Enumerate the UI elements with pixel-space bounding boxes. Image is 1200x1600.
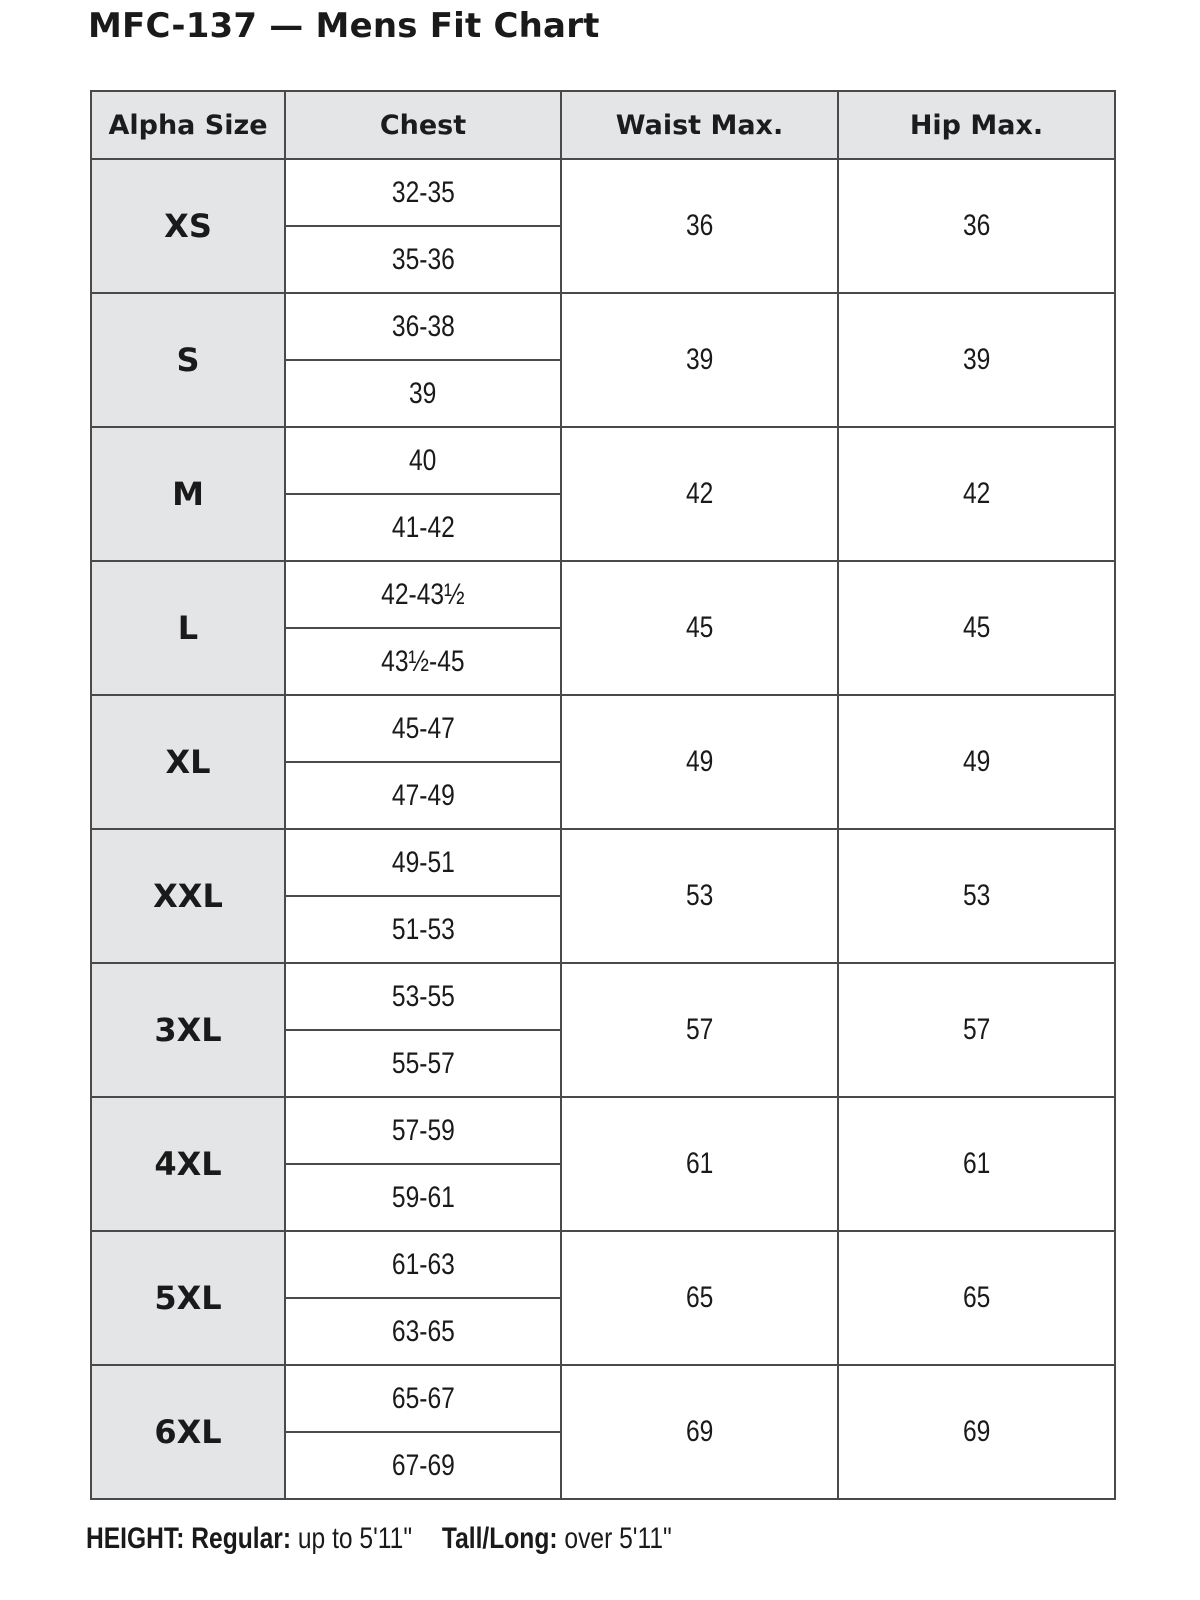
waist-max-value: 36 xyxy=(685,209,714,242)
hip-max-value: 36 xyxy=(962,209,991,242)
table-row xyxy=(91,561,1115,628)
hip-max-value: 57 xyxy=(962,1013,991,1046)
waist-max-cell xyxy=(561,829,838,963)
table-row xyxy=(91,1231,1115,1298)
hip-max-value: 45 xyxy=(962,611,991,644)
waist-max-cell xyxy=(561,1365,838,1499)
table-row xyxy=(91,1097,1115,1164)
size-rows xyxy=(91,159,1115,1499)
chest-cell xyxy=(285,159,561,226)
chest-cell xyxy=(285,829,561,896)
chest-value: 32-35 xyxy=(391,175,455,209)
waist-max-cell xyxy=(561,293,838,427)
alpha-size-cell: XL xyxy=(91,695,285,829)
waist-max-value: 42 xyxy=(685,477,714,510)
hip-max-value: 61 xyxy=(962,1147,991,1180)
chest-cell xyxy=(285,1097,561,1164)
hip-max-cell xyxy=(838,159,1115,293)
hip-max-cell xyxy=(838,293,1115,427)
waist-max-cell xyxy=(561,963,838,1097)
chest-value: 61-63 xyxy=(391,1247,455,1281)
hip-max-value: 39 xyxy=(962,343,991,376)
chest-value: 65-67 xyxy=(391,1381,455,1415)
waist-max-value: 49 xyxy=(685,745,714,778)
chest-cell xyxy=(285,427,561,494)
waist-max-value: 69 xyxy=(685,1415,714,1448)
table-row xyxy=(91,963,1115,1030)
table-row xyxy=(91,159,1115,226)
waist-max-cell xyxy=(561,1231,838,1365)
tall-label: Tall/Long: xyxy=(441,1522,558,1555)
hip-max-cell xyxy=(838,1231,1115,1365)
hip-max-cell xyxy=(838,1097,1115,1231)
page-title: MFC-137 — Mens Fit Chart xyxy=(88,6,600,46)
chest-value: 59-61 xyxy=(391,1180,455,1214)
chest-cell xyxy=(285,1164,561,1231)
waist-max-cell xyxy=(561,561,838,695)
regular-label: Regular: xyxy=(191,1522,292,1555)
chest-cell xyxy=(285,896,561,963)
table-row xyxy=(91,695,1115,762)
chest-value: 40 xyxy=(409,443,437,477)
hip-max-value: 65 xyxy=(962,1281,991,1314)
alpha-size-cell: 6XL xyxy=(91,1365,285,1499)
alpha-size-cell: L xyxy=(91,561,285,695)
waist-max-cell xyxy=(561,1097,838,1231)
chest-value: 41-42 xyxy=(391,510,455,544)
height-note xyxy=(86,1522,672,1556)
chest-cell xyxy=(285,561,561,628)
chest-cell xyxy=(285,1298,561,1365)
chest-value: 55-57 xyxy=(391,1046,455,1080)
waist-max-value: 53 xyxy=(685,879,714,912)
hip-max-cell xyxy=(838,427,1115,561)
alpha-size-cell: 5XL xyxy=(91,1231,285,1365)
chest-value: 57-59 xyxy=(391,1113,455,1147)
table-row xyxy=(91,829,1115,896)
chest-cell xyxy=(285,628,561,695)
chest-cell xyxy=(285,762,561,829)
chest-cell xyxy=(285,360,561,427)
chest-value: 39 xyxy=(409,376,437,410)
waist-max-cell xyxy=(561,695,838,829)
chest-cell xyxy=(285,1030,561,1097)
waist-max-value: 61 xyxy=(685,1147,714,1180)
regular-value: up to 5'11" xyxy=(297,1522,413,1555)
hip-max-value: 69 xyxy=(962,1415,991,1448)
chest-value: 67-69 xyxy=(391,1448,455,1482)
chest-value: 47-49 xyxy=(391,778,455,812)
chest-cell xyxy=(285,1432,561,1499)
chest-value: 43½-45 xyxy=(381,644,465,678)
table-row xyxy=(91,427,1115,494)
header-hip-max: Hip Max. xyxy=(838,91,1115,159)
waist-max-value: 39 xyxy=(685,343,714,376)
tall-value: over 5'11" xyxy=(564,1522,672,1555)
table-row xyxy=(91,293,1115,360)
alpha-size-cell: S xyxy=(91,293,285,427)
size-chart-table xyxy=(90,90,1116,1500)
chest-cell xyxy=(285,1231,561,1298)
hip-max-value: 49 xyxy=(962,745,991,778)
height-label: HEIGHT: xyxy=(86,1522,185,1555)
chest-cell xyxy=(285,1365,561,1432)
header-chest: Chest xyxy=(285,91,561,159)
alpha-size-cell: M xyxy=(91,427,285,561)
chest-value: 35-36 xyxy=(391,242,455,276)
hip-max-cell xyxy=(838,963,1115,1097)
hip-max-value: 53 xyxy=(962,879,991,912)
alpha-size-cell: XXL xyxy=(91,829,285,963)
chest-value: 53-55 xyxy=(391,979,455,1013)
waist-max-value: 45 xyxy=(685,611,714,644)
waist-max-cell xyxy=(561,159,838,293)
header-alpha-size: Alpha Size xyxy=(91,91,285,159)
chest-cell xyxy=(285,963,561,1030)
table-header-row xyxy=(91,91,1115,159)
alpha-size-cell: 3XL xyxy=(91,963,285,1097)
chest-cell xyxy=(285,695,561,762)
alpha-size-cell: 4XL xyxy=(91,1097,285,1231)
chest-value: 49-51 xyxy=(391,845,455,879)
chest-value: 36-38 xyxy=(391,309,455,343)
hip-max-cell xyxy=(838,829,1115,963)
alpha-size-cell: XS xyxy=(91,159,285,293)
header-waist-max: Waist Max. xyxy=(561,91,838,159)
hip-max-cell xyxy=(838,1365,1115,1499)
waist-max-value: 65 xyxy=(685,1281,714,1314)
chest-cell xyxy=(285,226,561,293)
hip-max-value: 42 xyxy=(962,477,991,510)
chest-value: 51-53 xyxy=(391,912,455,946)
hip-max-cell xyxy=(838,561,1115,695)
chest-cell xyxy=(285,494,561,561)
waist-max-cell xyxy=(561,427,838,561)
chest-value: 45-47 xyxy=(391,711,455,745)
waist-max-value: 57 xyxy=(685,1013,714,1046)
table-row xyxy=(91,1365,1115,1432)
chest-cell xyxy=(285,293,561,360)
hip-max-cell xyxy=(838,695,1115,829)
chest-value: 42-43½ xyxy=(381,577,465,611)
chest-value: 63-65 xyxy=(391,1314,455,1348)
